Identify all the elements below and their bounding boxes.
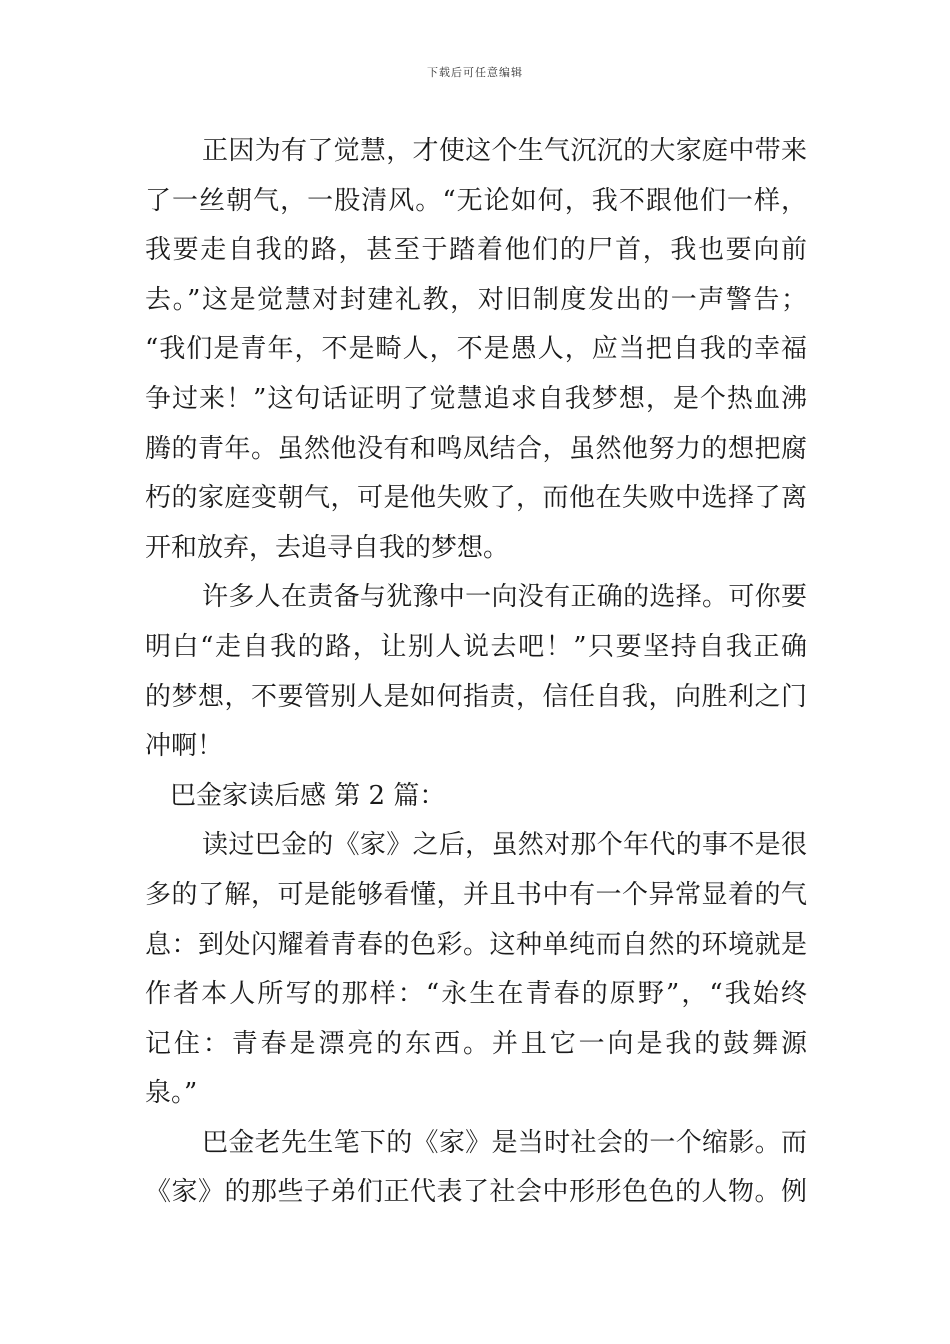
text-line: 作者本人所写的那样：“永生在青春的原野”，“我始终: [145, 979, 807, 1010]
text-line: 正因为有了觉慧，才使这个生气沉沉的大家庭中带来: [202, 136, 807, 166]
text-line: 腾的青年。虽然他没有和鸣凤结合，虽然他努力的想把腐: [145, 433, 807, 464]
text-line: 读过巴金的《家》之后，虽然对那个年代的事不是很: [202, 830, 807, 861]
text-line: 泉。”: [145, 1078, 198, 1109]
text-line: 朽的家庭变朝气，可是他失败了，而他在失败中选择了离: [145, 483, 807, 514]
text-line: 许多人在责备与犹豫中一向没有正确的选择。可你要: [202, 582, 807, 613]
text-line: “我们是青年，不是畸人，不是愚人，应当把自我的幸福: [145, 334, 807, 365]
page-header: 下载后可任意编辑: [427, 66, 523, 79]
section-heading: 巴金家读后感 第 2 篇：: [170, 780, 446, 811]
body-text: [145, 127, 807, 1218]
text-line: 冲啊！: [145, 731, 224, 762]
text-line: 争过来！”这句话证明了觉慧追求自我梦想，是个热血沸: [145, 383, 807, 414]
text-line: 去。”这是觉慧对封建礼教，对旧制度发出的一声警告；: [145, 284, 807, 315]
text-line: 息：到处闪耀着青春的色彩。这种单纯而自然的环境就是: [145, 929, 807, 960]
text-line: 我要走自我的路，甚至于踏着他们的尸首，我也要向前: [145, 235, 807, 266]
text-line: 明白“走自我的路，让别人说去吧！”只要坚持自我正确: [145, 631, 807, 662]
text-line: 《家》的那些子弟们正代表了社会中形形色色的人物。例: [145, 1177, 807, 1208]
text-line: 多的了解，可是能够看懂，并且书中有一个异常显着的气: [145, 879, 807, 910]
text-line: 记住：青春是漂亮的东西。并且它一向是我的鼓舞源: [145, 1028, 807, 1059]
text-line: 开和放弃，去追寻自我的梦想。: [145, 532, 510, 563]
text-line: 的梦想，不要管别人是如何指责，信任自我，向胜利之门: [145, 681, 807, 712]
text-line: 了一丝朝气，一股清风。“无论如何，我不跟他们一样，: [145, 185, 807, 216]
text-line: 巴金老先生笔下的《家》是当时社会的一个缩影。而: [202, 1127, 807, 1158]
